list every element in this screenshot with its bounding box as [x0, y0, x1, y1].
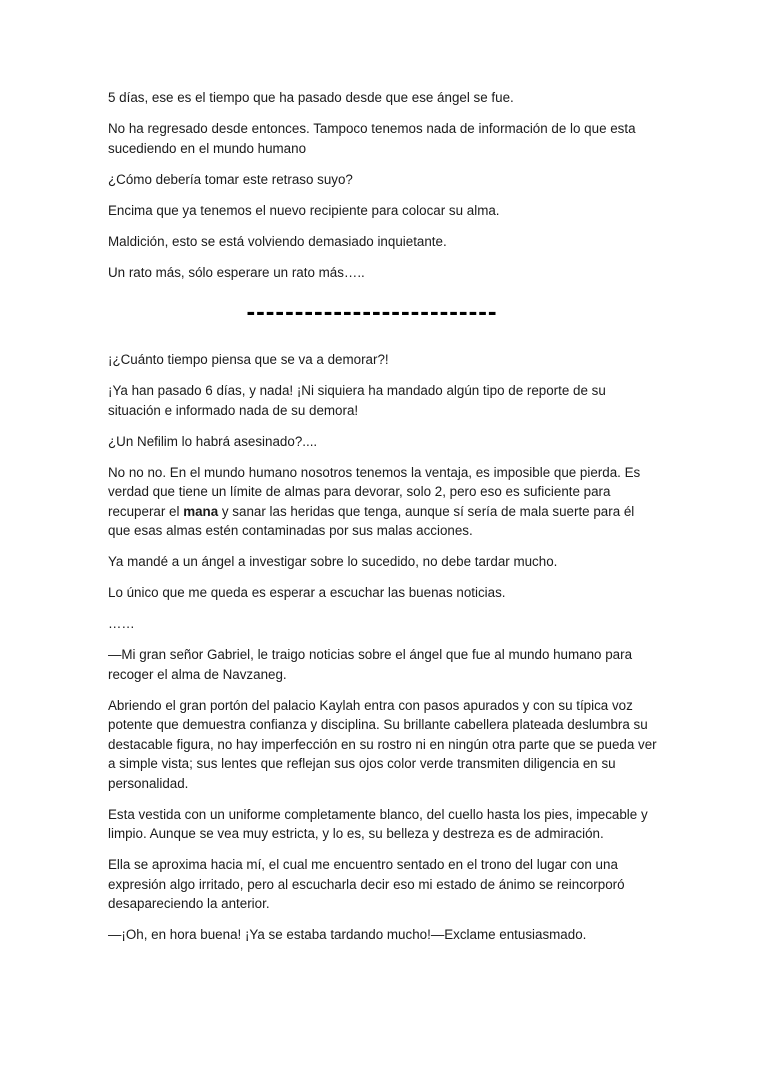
ellipsis-break: ……: [108, 616, 135, 631]
paragraph: ¡¿Cuánto tiempo piensa que se va a demorar?!: [108, 352, 389, 367]
paragraph: ¿Cómo debería tomar este retraso suyo?: [108, 171, 353, 187]
paragraph: Un rato más, sólo esperare un rato más…..: [108, 264, 365, 280]
paragraph: Abriendo el gran portón del palacio Kaylah entra con pasos apurados y con su típica voz potente que demuestra confianza y disciplina. Su brillante cabellera plateada deslumbra su destacable figura, no hay imperfección en su rostro ni en ningún otra parte que se pueda ver a simple vista; sus lentes que reflejan sus ojos color verde transmiten diligencia en su personalidad.: [108, 697, 657, 791]
paragraph-mana: [108, 463, 658, 541]
paragraph: Ella se aproxima hacia mí, el cual me encuentro sentado en el trono del lugar con una expresión algo irritado, pero al escucharla decir eso mi estado de ánimo se reincorporó desapareciendo la anterior.: [108, 857, 625, 911]
paragraph: Ya mandé a un ángel a investigar sobre lo sucedido, no debe tardar mucho.: [108, 554, 558, 569]
document-page: [108, 88, 658, 956]
paragraph: Encima que ya tenemos el nuevo recipiente para colocar su alma.: [108, 202, 500, 218]
text-run: No no no. En el mundo humano nosotros tenemos la ventaja, es imposible que pierda. Es verdad que tiene un límite de almas para devorar, solo 2, pero eso es suficiente para recuperar el: [108, 464, 641, 519]
paragraph: —¡Oh, en hora buena! ¡Ya se estaba tardando mucho!—Exclame entusiasmado.: [108, 927, 587, 942]
paragraph: —Mi gran señor Gabriel, le traigo noticias sobre el ángel que fue al mundo humano para recoger el alma de Navzaneg.: [108, 647, 633, 682]
bold-term-mana: mana: [183, 503, 219, 519]
paragraph: Maldición, esto se está volviendo demasiado inquietante.: [108, 233, 447, 249]
paragraph: Lo único que me queda es esperar a escuchar las buenas noticias.: [108, 585, 506, 600]
section-separator: --------------------------: [246, 296, 498, 326]
text-run: y sanar las heridas que tenga, aunque sí sería de mala suerte para él que esas almas estén contaminadas por sus malas acciones.: [108, 503, 635, 538]
paragraph: ¡Ya han pasado 6 días, y nada! ¡Ni siquiera ha mandado algún tipo de reporte de su situación e informado nada de su demora!: [108, 383, 606, 418]
paragraph: ¿Un Nefilim lo habrá asesinado?....: [108, 433, 318, 449]
paragraph: 5 días, ese es el tiempo que ha pasado desde que ese ángel se fue.: [108, 90, 514, 105]
paragraph: No ha regresado desde entonces. Tampoco tenemos nada de información de lo que esta sucediendo en el mundo humano: [108, 121, 636, 156]
paragraph: Esta vestida con un uniforme completamente blanco, del cuello hasta los pies, impecable y limpio. Aunque se vea muy estricta, y lo es, su belleza y destreza es de admiración.: [108, 806, 648, 841]
